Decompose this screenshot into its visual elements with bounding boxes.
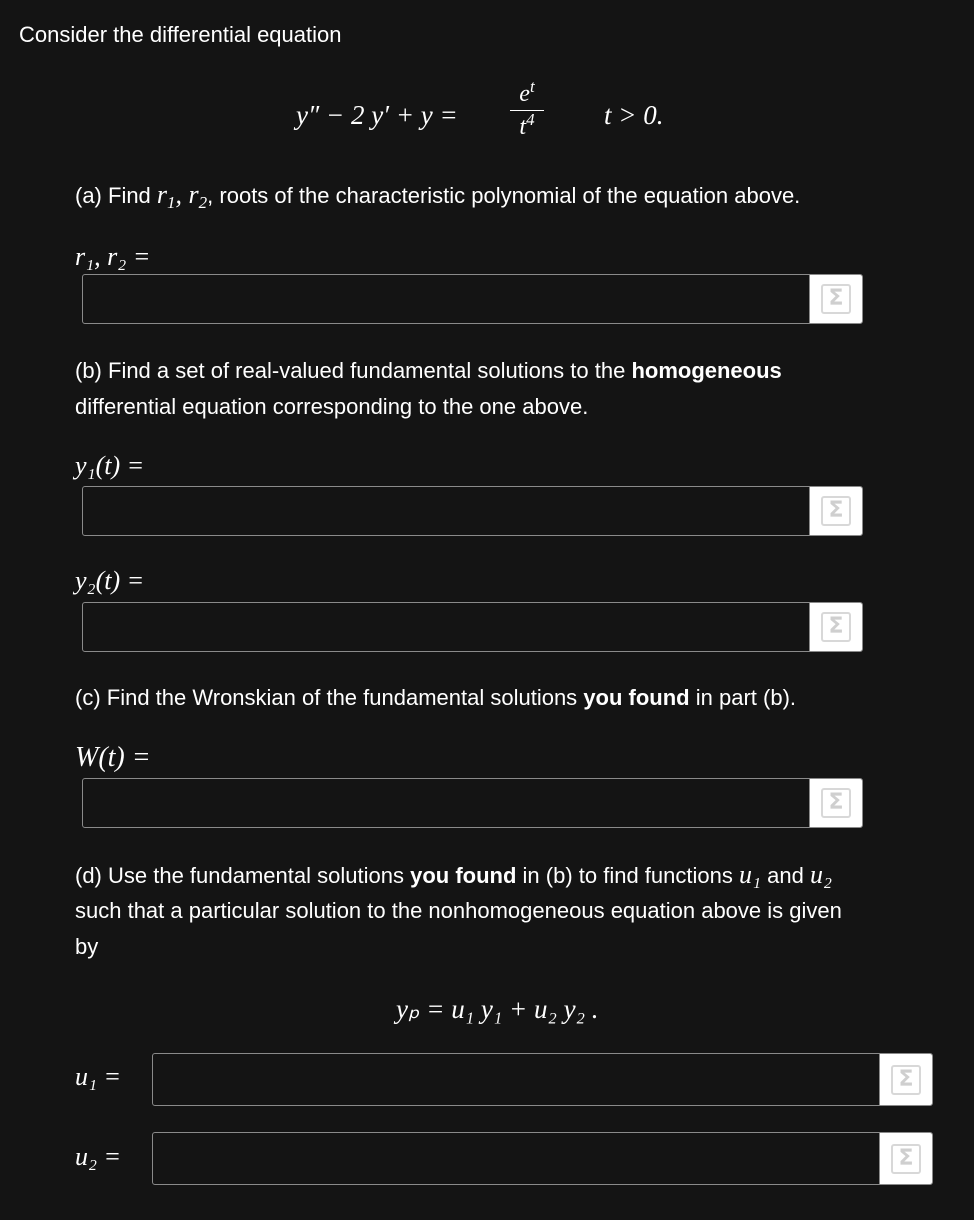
fraction-numerator-exp: t <box>529 77 535 96</box>
fraction-numerator: e <box>519 81 530 107</box>
part-a-label: r₁, r₂ = <box>75 242 151 271</box>
intro-text: Consider the differential equation <box>19 22 342 47</box>
u2-sigma-button[interactable] <box>879 1133 932 1184</box>
roots-input[interactable] <box>83 275 810 323</box>
part-a-text-after: , roots of the characteristic polynomial of the equation above. <box>207 183 801 208</box>
part-d-u1: u₁ <box>739 860 762 889</box>
part-d-u2: u₂ <box>810 860 833 889</box>
part-c-prompt <box>75 680 796 716</box>
particular-solution-formula: yₚ = u₁ y₁ + u₂ y₂ . <box>396 994 599 1024</box>
part-d-prompt-line3: by <box>75 934 99 959</box>
sigma-icon: Σ <box>821 788 851 818</box>
part-b-prompt-line2: differential equation corresponding to the one above. <box>75 394 589 419</box>
part-c-text-after: in part (b). <box>695 685 797 710</box>
sigma-icon: Σ <box>821 612 851 642</box>
wronskian-answer-field[interactable] <box>82 778 863 828</box>
part-d-prompt-line1 <box>75 857 832 894</box>
fraction-denominator-exp: 4 <box>526 110 535 129</box>
part-a-text-before: (a) Find <box>75 183 151 208</box>
u1-sigma-button[interactable] <box>879 1054 932 1105</box>
y1-input[interactable] <box>83 487 810 535</box>
equation-fraction <box>510 77 544 141</box>
equation-condition: t > 0. <box>604 100 664 130</box>
sigma-icon: Σ <box>891 1065 921 1095</box>
wronskian-label: W(t) = <box>75 742 151 773</box>
u2-answer-field[interactable] <box>152 1132 933 1185</box>
y2-input[interactable] <box>83 603 810 651</box>
part-d-and: and <box>767 863 804 888</box>
u1-input[interactable] <box>153 1054 880 1105</box>
part-b-text-before: (b) Find a set of real-valued fundamental solutions to the <box>75 358 626 383</box>
y2-answer-field[interactable] <box>82 602 863 652</box>
u1-label: u₁ = <box>75 1062 122 1091</box>
part-c-text-before: (c) Find the Wronskian of the fundamental solutions <box>75 685 578 710</box>
y1-label: y₁(t) = <box>75 451 145 480</box>
part-d-text-before: (d) Use the fundamental solutions <box>75 863 404 888</box>
equation-lhs: y″ − 2 y′ + y = <box>296 100 458 130</box>
part-a-prompt <box>75 177 800 214</box>
y2-sigma-button[interactable] <box>809 603 862 651</box>
u2-input[interactable] <box>153 1133 880 1184</box>
part-a-roots: $r_1$, $r_2$ <box>156 180 208 212</box>
fraction-denominator: t <box>519 114 527 140</box>
y1-answer-field[interactable] <box>82 486 863 536</box>
sigma-icon: Σ <box>821 284 851 314</box>
part-b-bold: homogeneous <box>631 358 782 383</box>
sigma-icon: Σ <box>891 1144 921 1174</box>
y2-label: y₂(t) = <box>75 566 145 595</box>
part-d-text-after: in (b) to find functions <box>522 863 733 888</box>
part-b-prompt-line1 <box>75 353 782 389</box>
wronskian-input[interactable] <box>83 779 810 827</box>
roots-sigma-button[interactable] <box>809 275 862 323</box>
part-c-bold: you found <box>583 685 690 710</box>
y1-sigma-button[interactable] <box>809 487 862 535</box>
u2-label: u₂ = <box>75 1142 122 1171</box>
u1-answer-field[interactable] <box>152 1053 933 1106</box>
part-d-prompt-line2: such that a particular solution to the nonhomogeneous equation above is given <box>75 898 842 923</box>
sigma-icon: Σ <box>821 496 851 526</box>
roots-answer-field[interactable] <box>82 274 863 324</box>
part-d-bold: you found <box>410 863 517 888</box>
wronskian-sigma-button[interactable] <box>809 779 862 827</box>
